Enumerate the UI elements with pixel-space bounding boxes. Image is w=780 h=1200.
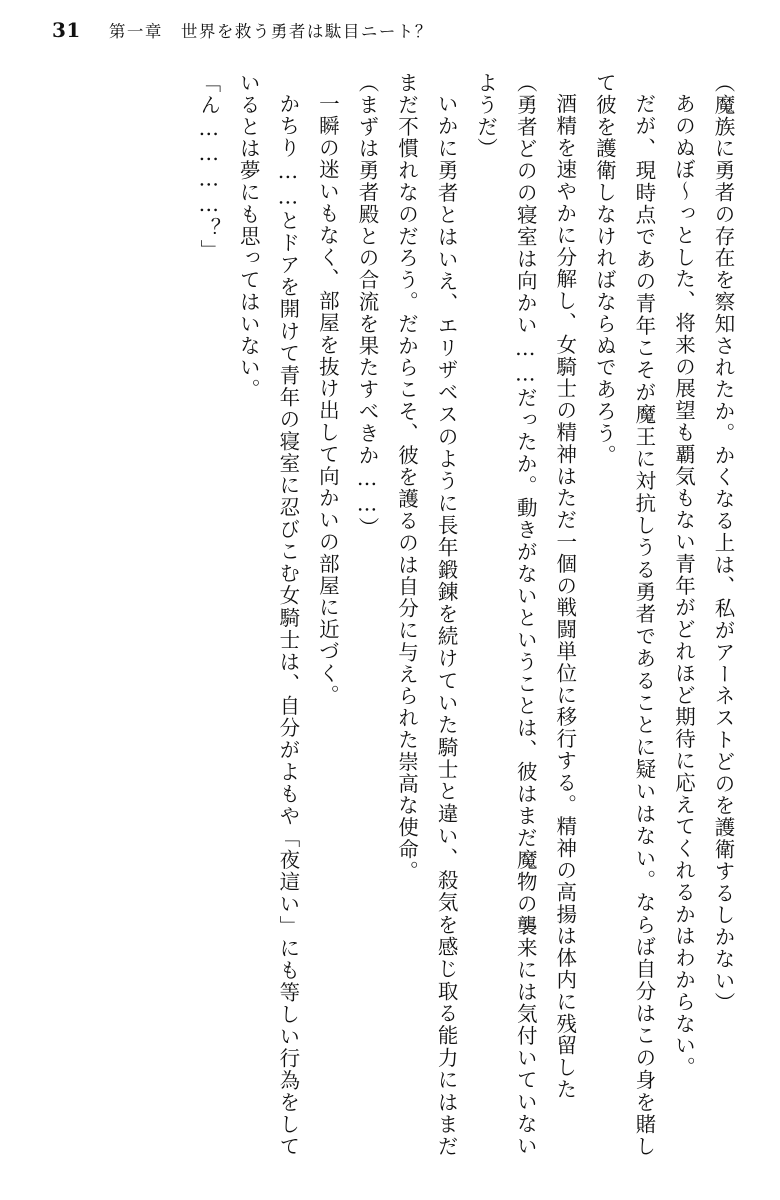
page-body [40, 72, 742, 1164]
page-number: 31 [52, 18, 81, 42]
paragraph: （勇者どのの寝室は向かい……だったか。動きがないということは、彼はまだ魔物の襲来には気付いていないようだ） [473, 72, 538, 1157]
paragraph: いかに勇者とはいえ、エリザベスのように長年鍛錬を続けていた騎士と違い、殺気を感じ取る能力にはまだまだ不慣れなのだろう。だからこそ、彼を護るのは自分に与えられた崇高な使命。 [394, 72, 459, 1157]
paragraph: （まずは勇者殿との合流を果たすべきか……） [354, 72, 379, 539]
paragraph: かちり……とドアを開けて青年の寝室に忍びこむ女騎士は、自分がよもや「夜這い」にも等しい行為をしているとは夢にも思ってはいない。 [236, 72, 300, 1157]
paragraph: 「ん…………？」 [196, 72, 221, 262]
chapter-title: 第一章 世界を救う勇者は駄目ニート？ [108, 22, 433, 41]
paragraph: 酒精を速やかに分解し、女騎士の精神はただ一個の戦闘単位に移行する。精神の高揚は体内に残留した [552, 92, 577, 1100]
paragraph: 一瞬の迷いもなく、部屋を抜け出して向かいの部屋に近づく。 [315, 92, 340, 706]
page-header [52, 18, 728, 48]
paragraph: だが、現時点であの青年こそが魔王に対抗しうる勇者であることに疑いはない。ならば自分はこの身を賭して彼を護衛しなければならぬであろう。 [592, 72, 656, 1157]
paragraph: あのぬぼ～っとした、将来の展望も覇気もない青年がどれほど期待に応えてくれるかはわからない。 [671, 92, 696, 1078]
vertical-text-block [40, 72, 742, 1157]
paragraph: （魔族に勇者の存在を察知されたか。かくなる上は、私がアーネストどのを護衛するしかない） [711, 72, 735, 1014]
